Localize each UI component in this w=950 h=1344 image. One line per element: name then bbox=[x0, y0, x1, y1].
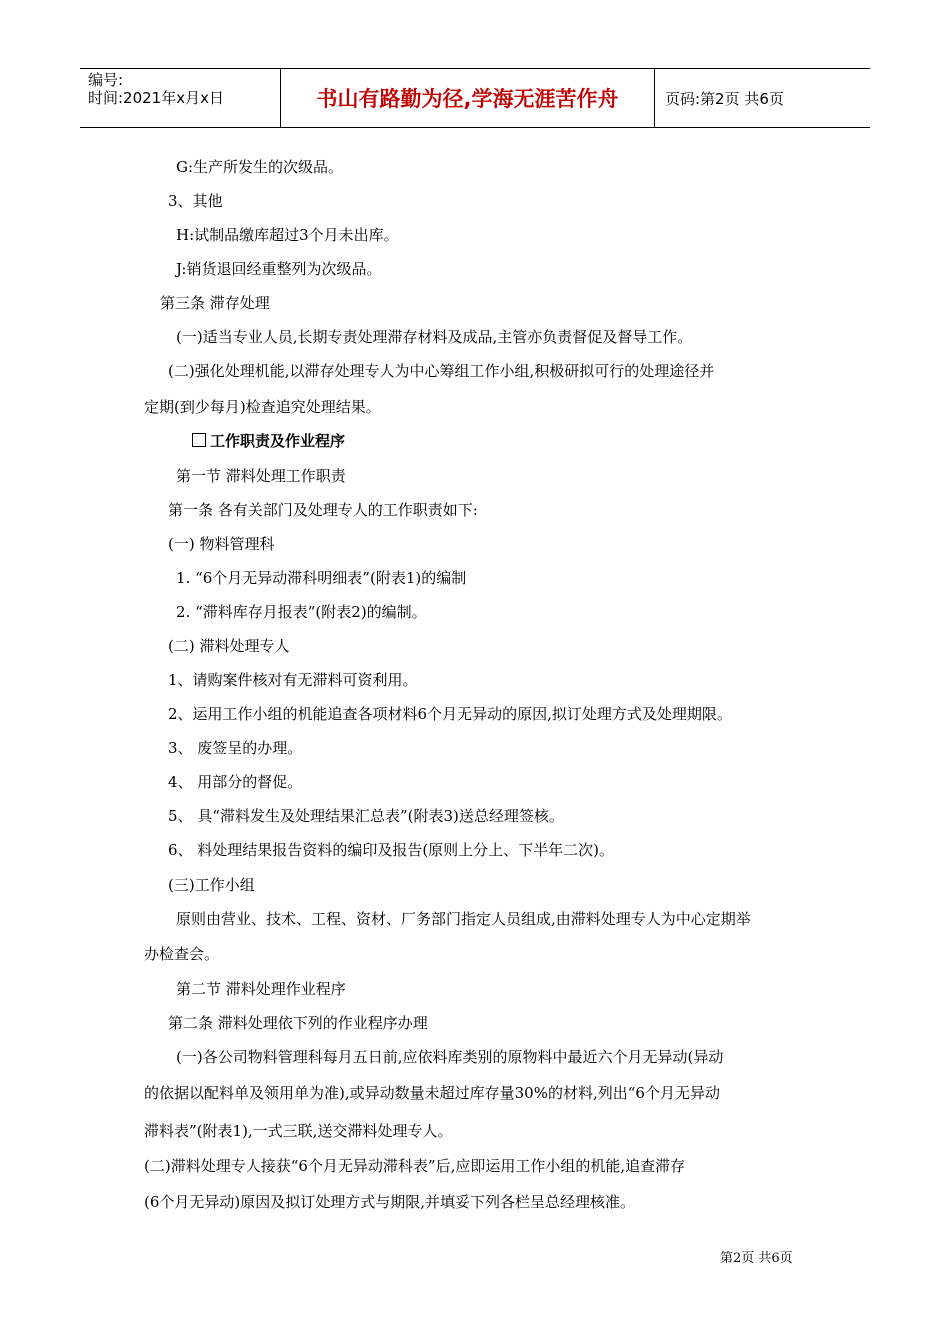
text-line: 原则由营业、技术、工程、资材、厂务部门指定人员组成,由滞料处理专人为中心定期举 bbox=[176, 910, 751, 928]
text-line: (二)滞料处理专人接获“6个月无异动滞科表”后,应即运用工作小组的机能,追查滞存 bbox=[144, 1157, 686, 1175]
text-line: 1. “6个月无异动滞科明细表”(附表1)的编制 bbox=[176, 569, 467, 587]
text-line: (二) 滞料处理专人 bbox=[168, 637, 290, 655]
header-page-info: 页码:第2页 共6页 bbox=[665, 89, 784, 108]
document-number-label: 编号: bbox=[88, 71, 124, 89]
text-line: 1、请购案件核对有无滞料可资利用。 bbox=[168, 671, 418, 689]
text-line: (一)各公司物料管理科每月五日前,应依料库类别的原物料中最近六个月无异动(异动 bbox=[176, 1048, 724, 1066]
text-line: (一) 物料管理科 bbox=[168, 535, 275, 553]
page-header bbox=[80, 68, 870, 128]
page-footer: 第2页 共6页 bbox=[720, 1251, 793, 1266]
section-heading: 第三条 滞存处理 bbox=[160, 294, 270, 312]
checkbox-icon bbox=[192, 433, 206, 447]
text-line: 2. “滞料库存月报表”(附表2)的编制。 bbox=[176, 603, 427, 621]
text-line: 定期(到少每月)检查追究处理结果。 bbox=[144, 398, 381, 416]
document-time-label: 时间:2021年x月x日 bbox=[88, 89, 224, 107]
header-meta-cell bbox=[80, 69, 281, 127]
text-line: 第一条 各有关部门及处理专人的工作职责如下: bbox=[168, 501, 478, 519]
text-line: 3、其他 bbox=[168, 192, 223, 210]
text-line: G:生产所发生的次级品。 bbox=[176, 158, 344, 176]
text-line: 5、 具“滞料发生及处理结果汇总表”(附表3)送总经理签核。 bbox=[168, 807, 564, 825]
text-line: 6、 料处理结果报告资料的编印及报告(原则上分上、下半年二次)。 bbox=[168, 841, 615, 859]
chapter-heading bbox=[192, 431, 345, 451]
text-line: 的依据以配料单及领用单为准),或异动数量未超过库存量30%的材料,列出“6个月无异动 bbox=[144, 1084, 720, 1102]
text-line: (6个月无异动)原因及拟订处理方式与期限,并填妥下列各栏呈总经理核准。 bbox=[144, 1193, 636, 1211]
text-line: 第二条 滞料处理依下列的作业程序办理 bbox=[168, 1014, 428, 1032]
text-line: 2、运用工作小组的机能追查各项材料6个月无异动的原因,拟订处理方式及处理期限。 bbox=[168, 705, 732, 723]
section-heading: 第一节 滞料处理工作职责 bbox=[176, 467, 346, 485]
text-line: (二)强化处理机能,以滞存处理专人为中心筹组工作小组,积极研拟可行的处理途径并 bbox=[168, 362, 715, 380]
text-line: 滞料表”(附表1),一式三联,送交滞料处理专人。 bbox=[144, 1122, 453, 1140]
chapter-heading-text: 工作职责及作业程序 bbox=[210, 432, 346, 450]
text-line: H:试制品缴库超过3个月未出库。 bbox=[176, 226, 399, 244]
section-heading: 第二节 滞料处理作业程序 bbox=[176, 980, 346, 998]
text-line: J:销货退回经重整列为次级品。 bbox=[176, 260, 382, 278]
header-motto: 书山有路勤为径,学海无涯苦作舟 bbox=[281, 69, 655, 127]
text-line: (三)工作小组 bbox=[168, 876, 255, 894]
text-line: (一)适当专业人员,长期专责处理滞存材料及成品,主管亦负责督促及督导工作。 bbox=[176, 328, 693, 346]
text-line: 4、 用部分的督促。 bbox=[168, 773, 303, 791]
text-line: 3、 废签呈的办理。 bbox=[168, 739, 303, 757]
text-line: 办检查会。 bbox=[144, 945, 220, 963]
